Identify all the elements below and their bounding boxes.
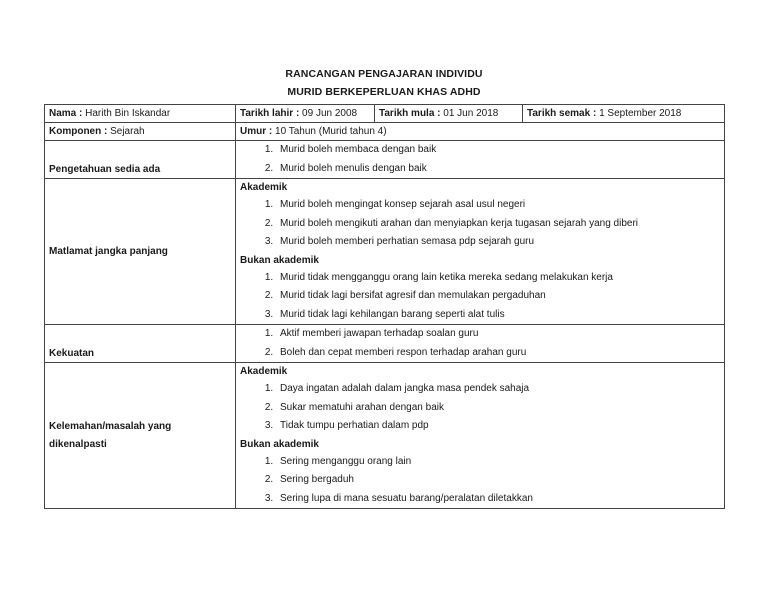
document-subtitle: MURID BERKEPERLUAN KHAS ADHD — [287, 86, 481, 98]
list-item: 1. Sering menganggu orang lain — [276, 453, 720, 472]
list-item: 3. Murid tidak lagi kehilangan barang seperti alat tulis — [276, 306, 720, 325]
matlamat-label: Matlamat jangka panjang — [45, 179, 236, 325]
matlamat-row — [45, 179, 725, 325]
tarikh-lahir-label: Tarikh lahir : — [240, 108, 300, 119]
list-item: 3. Tidak tumpu perhatian dalam pdp — [276, 417, 720, 436]
kelemahan-bukan-heading: Bukan akademik — [240, 438, 319, 450]
list-item: 3. Murid boleh memberi perhatian semasa pdp sejarah guru — [276, 233, 720, 252]
matlamat-akademik-heading: Akademik — [240, 182, 288, 193]
tarikh-mula-value: 01 Jun 2018 — [440, 108, 499, 119]
header-row-2 — [45, 123, 725, 141]
matlamat-bukan-list — [240, 269, 720, 325]
document-title: RANCANGAN PENGAJARAN INDIVIDU — [285, 68, 483, 80]
umur-cell — [236, 123, 725, 141]
list-item: 2. Boleh dan cepat memberi respon terhadap arahan guru — [276, 344, 720, 363]
matlamat-bukan-heading: Bukan akademik — [240, 254, 319, 266]
pengetahuan-content — [236, 141, 725, 179]
tarikh-lahir-cell — [236, 105, 375, 123]
tarikh-mula-cell — [375, 105, 523, 123]
list-item: 3. Sering lupa di mana sesuatu barang/peralatan diletakkan — [276, 490, 720, 509]
tarikh-semak-value: 1 September 2018 — [596, 108, 682, 119]
komponen-value: Sejarah — [107, 126, 145, 137]
nama-cell — [45, 105, 236, 123]
kelemahan-akademik-heading: Akademik — [240, 366, 288, 377]
kekuatan-list — [240, 325, 720, 362]
nama-value: Harith Bin Iskandar — [82, 108, 171, 119]
list-item: 1. Murid boleh mengingat konsep sejarah asal usul negeri — [276, 196, 720, 215]
list-item: 1. Aktif memberi jawapan terhadap soalan guru — [276, 325, 720, 344]
umur-value: 10 Tahun (Murid tahun 4) — [272, 126, 387, 137]
komponen-label: Komponen : — [49, 126, 108, 137]
pengetahuan-list — [240, 141, 720, 178]
tarikh-lahir-value: 09 Jun 2008 — [299, 108, 358, 119]
tarikh-mula-label: Tarikh mula : — [379, 108, 441, 119]
header-row-1 — [45, 105, 725, 123]
kelemahan-content — [236, 363, 725, 509]
kelemahan-akademik-list — [240, 380, 720, 436]
list-item: 1. Murid tidak mengganggu orang lain ketika mereka sedang melakukan kerja — [276, 269, 720, 288]
list-item: 2. Murid boleh mengikuti arahan dan menyiapkan kerja tugasan sejarah yang diberi — [276, 215, 720, 234]
komponen-cell — [45, 123, 236, 141]
nama-label: Nama : — [49, 108, 83, 119]
kekuatan-label: Kekuatan — [45, 325, 236, 363]
kelemahan-row — [45, 363, 725, 509]
kelemahan-label: Kelemahan/masalah yang dikenalpasti — [45, 363, 236, 509]
matlamat-akademik-list — [240, 196, 720, 252]
list-item: 2. Murid tidak lagi bersifat agresif dan memulakan pergaduhan — [276, 287, 720, 306]
pengetahuan-label: Pengetahuan sedia ada — [45, 141, 236, 179]
plan-table — [44, 104, 725, 509]
kelemahan-bukan-list — [240, 453, 720, 509]
list-item: 1. Daya ingatan adalah dalam jangka masa pendek sahaja — [276, 380, 720, 399]
kekuatan-row — [45, 325, 725, 363]
kekuatan-content — [236, 325, 725, 363]
umur-label: Umur : — [240, 126, 273, 137]
list-item: 2. Sukar mematuhi arahan dengan baik — [276, 399, 720, 418]
list-item: 2. Murid boleh menulis dengan baik — [276, 160, 720, 179]
tarikh-semak-label: Tarikh semak : — [527, 108, 597, 119]
tarikh-semak-cell — [523, 105, 725, 123]
matlamat-content — [236, 179, 725, 325]
list-item: 2. Sering bergaduh — [276, 471, 720, 490]
pengetahuan-row — [45, 141, 725, 179]
list-item: 1. Murid boleh membaca dengan baik — [276, 141, 720, 160]
